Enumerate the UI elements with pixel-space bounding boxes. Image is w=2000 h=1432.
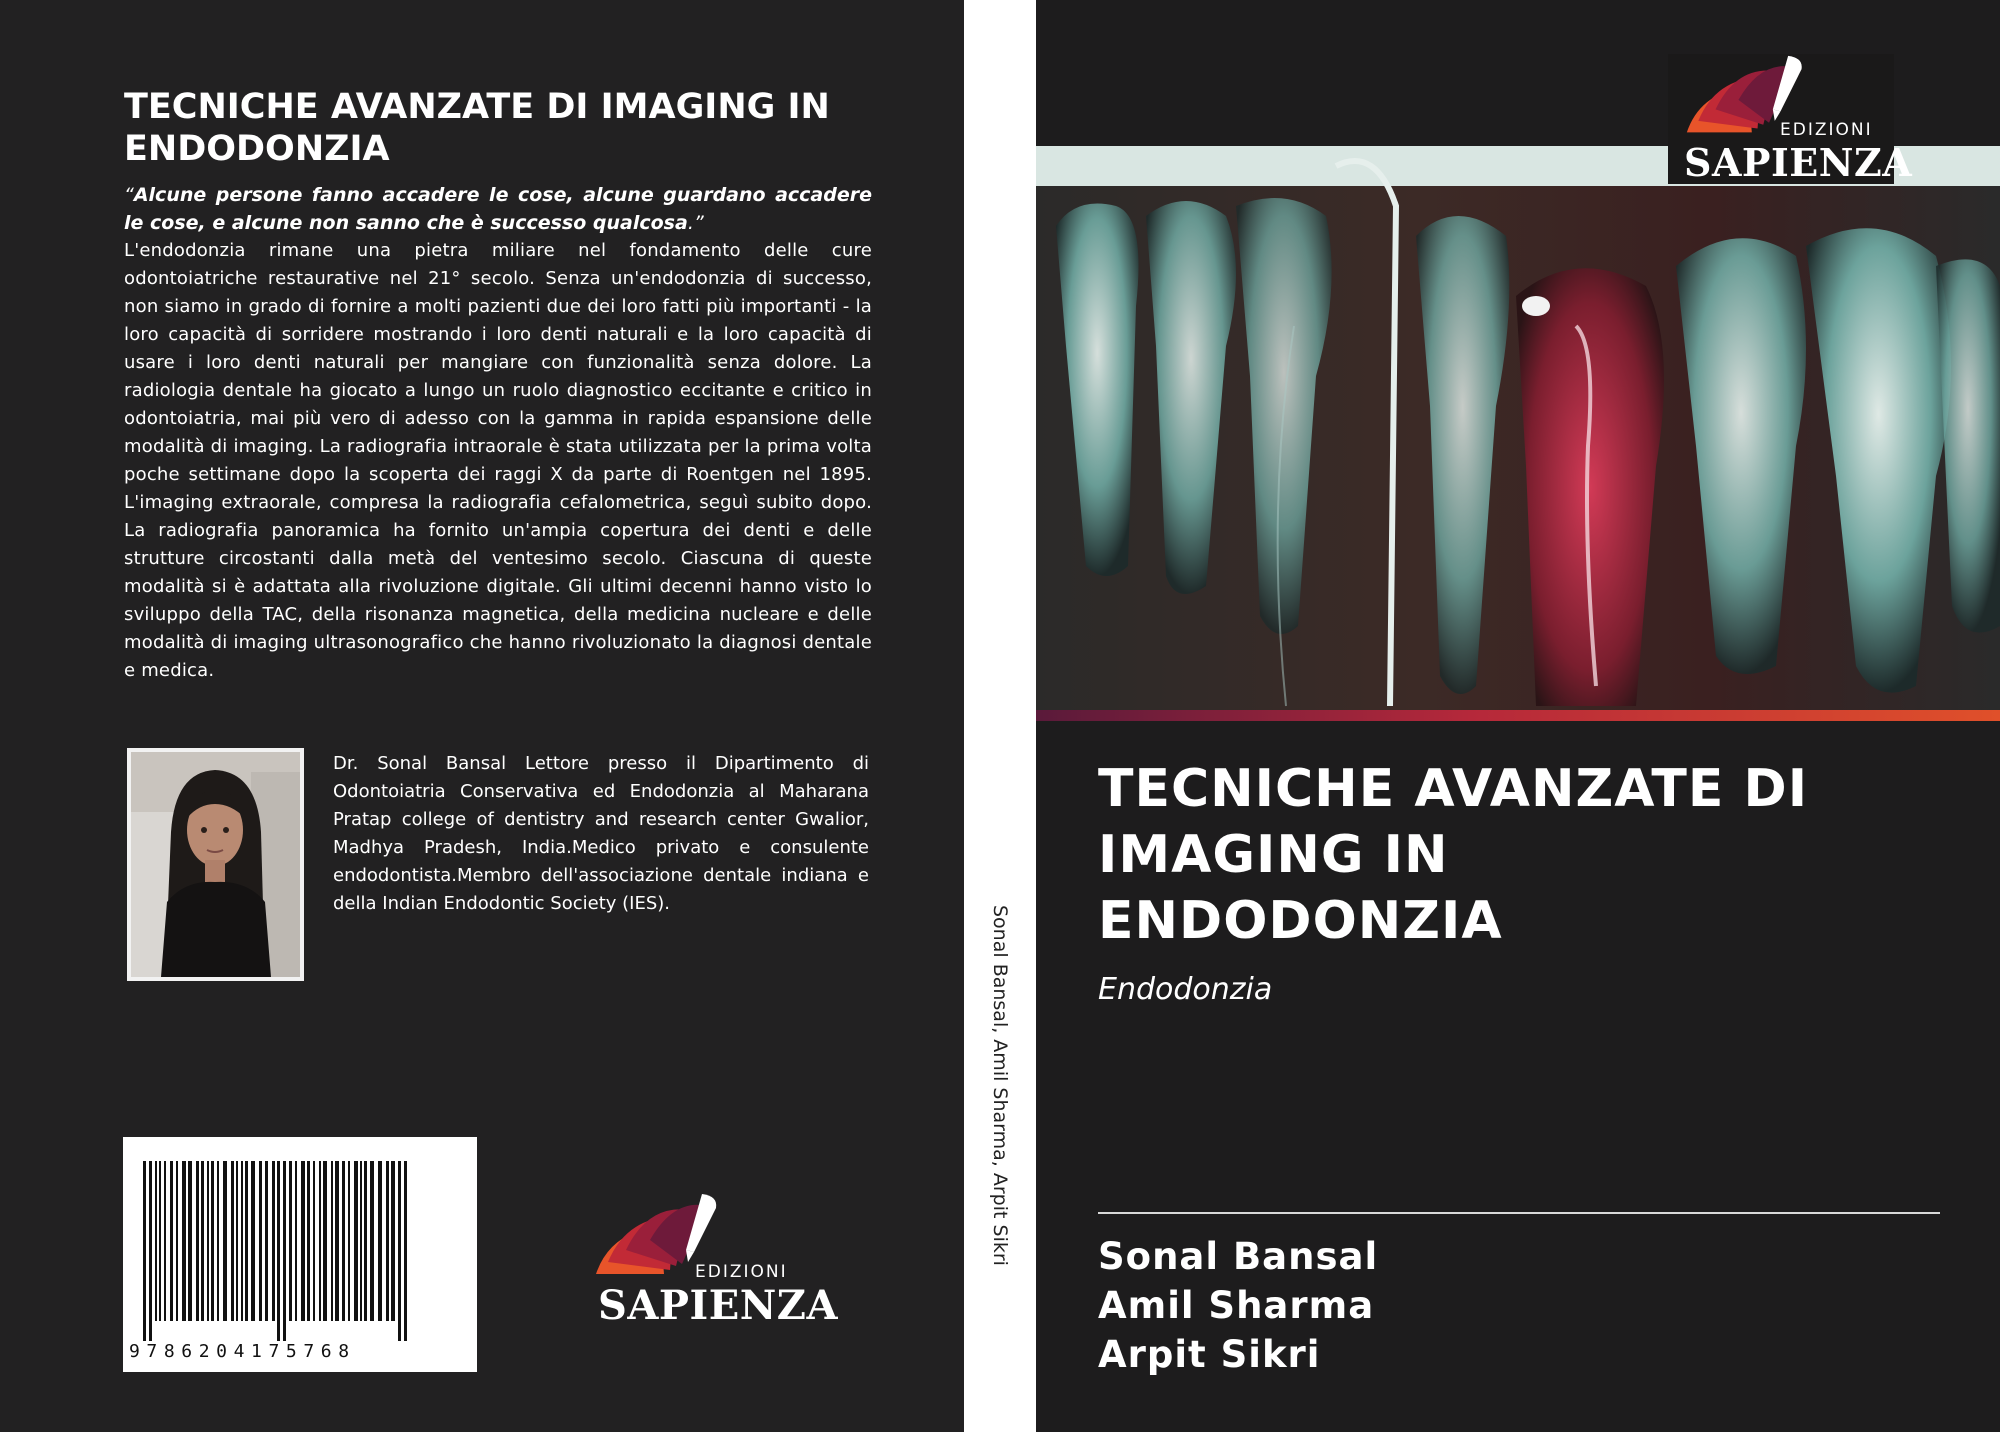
barcode-bar (391, 1161, 395, 1321)
barcode-bar (360, 1161, 362, 1321)
barcode-bar (149, 1161, 152, 1341)
barcode-bar (307, 1161, 310, 1321)
barcode-bar (188, 1161, 192, 1321)
barcode-bar (164, 1161, 166, 1321)
back-cover-quote (124, 181, 872, 237)
barcode-bar (182, 1161, 186, 1321)
barcode-bar (231, 1161, 234, 1321)
author-bio: Dr. Sonal Bansal Lettore presso il Dipartimento di Odontoiatria Conservativa ed Endodonzia al Maharana Pratap college of dentistry and research center Gwalior, Madhya Pradesh, India.Medico privato e consulente endodontista.Membro dell'associazione dentale indiana e della Indian Endodontic Society (IES). (333, 753, 869, 914)
barcode-bar (319, 1161, 321, 1321)
isbn-digits: 9786204175768 (129, 1341, 356, 1362)
back-cover-title: TECNICHE AVANZATE DI IMAGING IN ENDODONZIA (124, 87, 830, 169)
front-title-line-1: TECNICHE AVANZATE DI (1098, 759, 1809, 819)
barcode-bar (283, 1161, 286, 1341)
publisher-logo-back (580, 1192, 838, 1332)
barcode-bar (196, 1161, 199, 1321)
barcode-bar (404, 1161, 407, 1341)
xray-illustration (1036, 146, 2000, 710)
divider (1098, 1212, 1940, 1214)
publisher-sapienza-label: SAPIENZA (598, 1282, 838, 1329)
author-portrait-image (131, 752, 300, 977)
barcode-bar (159, 1161, 161, 1321)
barcode-bar (241, 1161, 243, 1321)
barcode-bar (259, 1161, 262, 1321)
barcode-bar (176, 1161, 178, 1321)
barcode-bar (313, 1161, 315, 1321)
back-cover (0, 0, 964, 1432)
barcode-bar (277, 1161, 280, 1341)
barcode-bar (335, 1161, 339, 1321)
dental-xray-image (1036, 146, 2000, 710)
barcode-bar (236, 1161, 238, 1321)
front-cover-subtitle: Endodonzia (1098, 972, 1273, 1007)
barcode-bar (364, 1161, 367, 1321)
back-cover-blurb: L'endodonzia rimane una pietra miliare nel fondamento delle cure odontoiatriche restaurative nel 21° secolo. Senza un'endodonzia di successo, non siamo in grado di fornire a molti pazienti due dei loro fatti più importanti - la loro capacità di sorridere mostrando i loro denti naturali e la loro capacità di usare i loro denti naturali per mangiare con funzionalità senza dolore. La radiologia dentale ha giocato a lungo un ruolo diagnostico eccitante e critico in odontoiatria, mai più vero di adesso con la gamma in rapida espansione delle modalità di imaging. La radiografia intraorale è stata utilizzata per la prima volta poche settimane dopo la scoperta dei raggi X da parte di Roentgen nel 1895. L'imaging extraorale, compresa la radiografia cefalometrica, seguì subito dopo. La radiografia panoramica ha fornito un'ampia copertura dei denti e delle strutture circostanti dalla metà del ventesimo secolo. Ciascuna di queste modalità si è adattata alla rivoluzione digitale. Gli ultimi decenni hanno visto lo sviluppo della TAC, della risonanza magnetica, della medicina nucleare e delle modalità di imaging ultrasonografico che hanno rivoluzionato la diagnosi dentale e medica. (124, 240, 872, 681)
barcode-bar (251, 1161, 255, 1321)
barcode-bar (354, 1161, 358, 1321)
barcode-bar (207, 1161, 209, 1321)
author-name: Amil Sharma (1098, 1284, 1375, 1327)
front-cover-authors (1098, 1232, 1378, 1379)
barcode-bar (272, 1161, 275, 1321)
barcode-bar (398, 1161, 401, 1341)
author-photo (127, 748, 304, 981)
barcode-bar (201, 1161, 204, 1321)
barcode-bar (331, 1161, 333, 1321)
publisher-logo-front (1668, 54, 1913, 185)
barcode-bar (348, 1161, 350, 1321)
barcode-bar (217, 1161, 219, 1321)
barcode-bar (342, 1161, 345, 1321)
barcode-bar (223, 1161, 227, 1321)
barcode-bar (323, 1161, 327, 1321)
front-title-line-2: IMAGING IN (1098, 825, 1449, 885)
barcode-bar (245, 1161, 248, 1321)
front-cover-title (1098, 756, 1958, 954)
barcode-bar (265, 1161, 268, 1321)
publisher-edizioni-label: EDIZIONI (695, 1262, 788, 1282)
publisher-edizioni-label: EDIZIONI (1780, 120, 1873, 140)
barcode-bar (301, 1161, 305, 1321)
quote-open-mark: “ (124, 184, 134, 206)
barcode-bar (386, 1161, 389, 1321)
front-title-line-3: ENDODONZIA (1098, 891, 1503, 951)
barcode-bar (211, 1161, 214, 1321)
barcode-bar (378, 1161, 382, 1321)
quote-close-mark: .” (687, 212, 704, 234)
barcode-bar (170, 1161, 173, 1321)
spine-authors: Sonal Bansal, Amil Sharma, Arpit Sikri (989, 905, 1011, 1266)
barcode-bar (295, 1161, 297, 1321)
quote-text: Alcune persone fanno accadere le cose, alcune guardano accadere le cose, e alcune non sanno che è successo qualcosa (124, 184, 872, 234)
author-name: Sonal Bansal (1098, 1235, 1379, 1278)
barcode-bar (289, 1161, 292, 1321)
barcode-bar (370, 1161, 374, 1321)
barcode-bar (143, 1161, 146, 1341)
accent-stripe (1036, 710, 2000, 721)
barcode-bars (123, 1161, 477, 1351)
isbn-barcode (123, 1137, 477, 1372)
author-name: Arpit Sikri (1098, 1333, 1321, 1376)
publisher-sapienza-label: SAPIENZA (1684, 140, 1913, 185)
barcode-bar (155, 1161, 157, 1321)
